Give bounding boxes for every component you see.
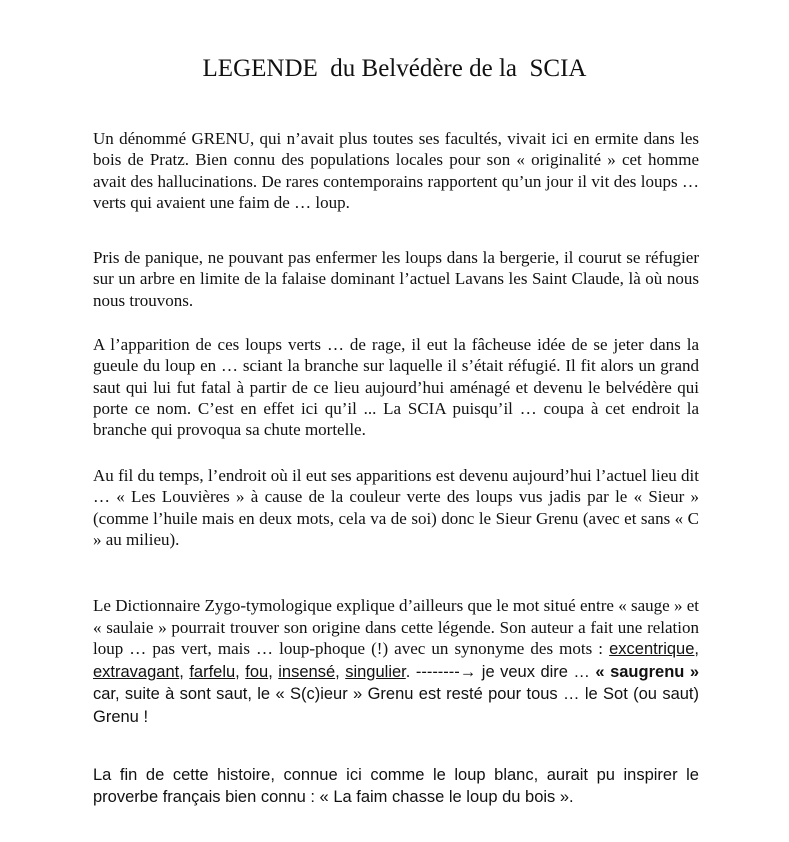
keyword-saugrenu: « saugrenu » <box>595 662 700 681</box>
paragraph-grenu-intro: Un dénommé GRENU, qui n’avait plus toutes ses facultés, vivait ici en ermite dans les bois de Pratz. Bien connu des populations locales pour son « originalité » cet homme avait des hallucinations. De rares contemporains rapportent qu’un jour il vit des loups … verts qui avaient une faim de … loup. <box>93 129 699 212</box>
document-title: LEGENDE du Belvédère de la SCIA <box>202 55 587 82</box>
paragraph-louvieres: Au fil du temps, l’endroit où il eut ses apparitions est devenu aujourd’hui l’actuel lieu dit … « Les Louvières » à cause de la couleur verte des loups vus jadis par le « Sieur » (comme l’huile mais en deux mots, cela va de soi) donc le Sieur Grenu (avec et sans « C » au milieu). <box>93 466 699 549</box>
synonym-excentrique: excentrique <box>609 640 695 658</box>
synonym-insense: insensé <box>278 662 336 681</box>
separator: , <box>179 662 190 681</box>
separator: , <box>268 662 279 681</box>
separator: , <box>694 640 699 658</box>
arrow-text: . --------→ je veux dire … <box>405 662 596 681</box>
separator: , <box>335 662 346 681</box>
paragraph-proverb: La fin de cette histoire, connue ici comme le loup blanc, aurait pu inspirer le proverbe français bien connu : « La faim chasse le loup du bois ». <box>93 766 699 806</box>
paragraph-dictionary <box>93 595 699 728</box>
synonym-fou: fou <box>245 662 269 681</box>
dictionary-intro: Le Dictionnaire Zygo-tymologique explique d’ailleurs que le mot situé entre « sauge » et « saulaie » pourrait trouver son origine dans cette légende. Son auteur a fait une relation loup … pas vert, mais … loup-phoque (!) avec un synonyme des mots : <box>93 596 699 658</box>
synonym-extravagant: extravagant <box>93 662 180 681</box>
dictionary-outro: car, suite à sont saut, le « S(c)ieur » Grenu est resté pour tous … le Sot (ou saut) Grenu ! <box>93 685 699 726</box>
separator: , <box>235 662 246 681</box>
paragraph-panic: Pris de panique, ne pouvant pas enfermer les loups dans la bergerie, il courut se réfugier sur un arbre en limite de la falaise dominant l’actuel Lavans les Saint Claude, là où nous nous trouvons. <box>93 248 699 310</box>
synonym-singulier: singulier <box>345 662 406 681</box>
synonym-farfelu: farfelu <box>189 662 236 681</box>
paragraph-scia-origin: A l’apparition de ces loups verts … de rage, il eut la fâcheuse idée de se jeter dans la gueule du loup en … sciant la branche sur laquelle il s’était réfugié. Il fit alors un grand saut qui lui fut fatal à partir de ce lieu aujourd’hui aménagé et devenu le belvédère qui porte ce nom. C’est en effet ici qu’il ... La SCIA puisqu’il … coupa à cet endroit la branche qui provoqua sa chute mortelle. <box>93 335 699 440</box>
